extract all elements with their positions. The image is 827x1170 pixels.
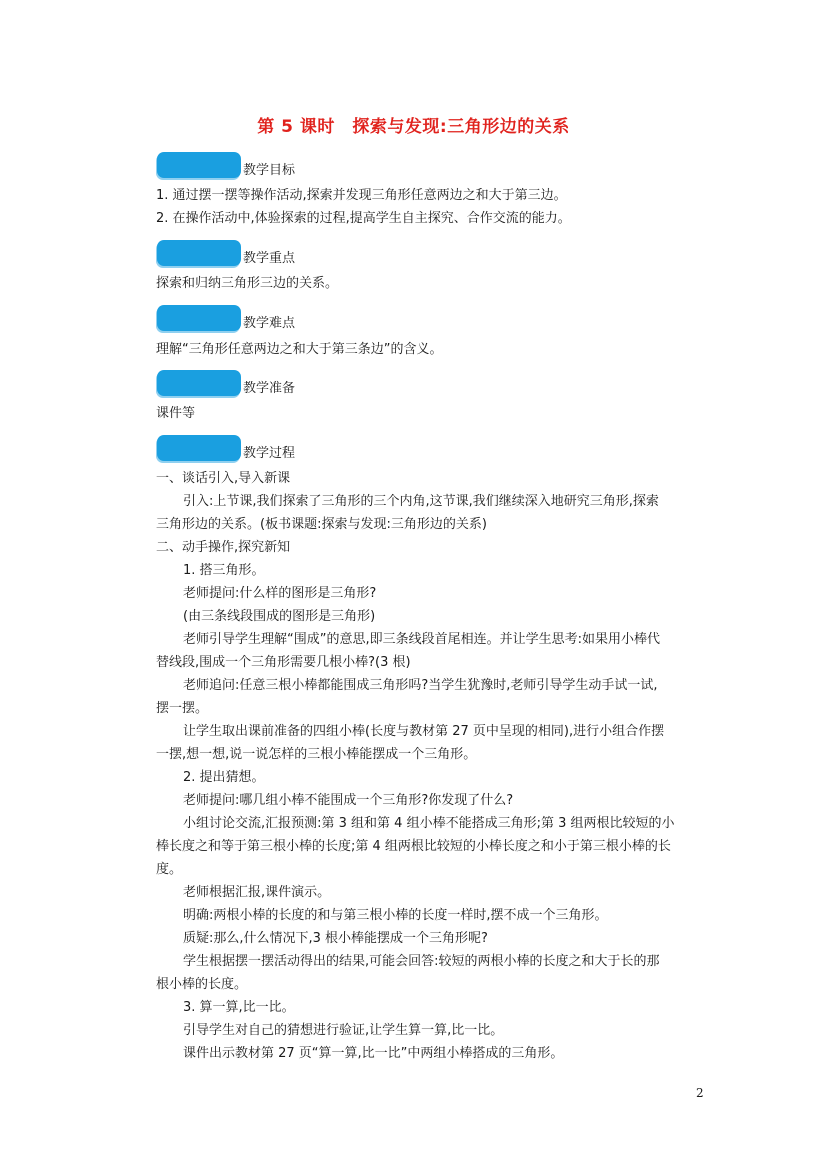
section-tab-decoration: [157, 370, 241, 396]
process-line: 引入:上节课,我们探索了三角形的三个内角,这节课,我们继续深入地研究三角形,探索: [183, 494, 659, 509]
section-tab-decoration: [157, 152, 241, 178]
process-line: 让学生取出课前准备的四组小棒(长度与教材第 27 页中呈现的相同),进行小组合作摆: [183, 724, 665, 739]
process-line: 三角形边的关系。(板书课题:探索与发现:三角形边的关系): [156, 517, 487, 532]
section-label: 教学难点: [243, 316, 296, 331]
process-line: 老师引导学生理解“围成”的意思,即三条线段首尾相连。并让学生思考:如果用小棒代: [183, 632, 660, 647]
process-line: 1. 搭三角形。: [183, 563, 265, 578]
process-line: 引导学生对自己的猜想进行验证,让学生算一算,比一比。: [183, 1023, 504, 1038]
section-label: 教学目标: [243, 163, 296, 178]
process-line: 课件出示教材第 27 页“算一算,比一比”中两组小棒搭成的三角形。: [183, 1046, 564, 1061]
process-line: 一摆,想一想,说一说怎样的三根小棒能摆成一个三角形。: [156, 747, 477, 762]
process-line: 老师提问:哪几组小棒不能围成一个三角形?你发现了什么?: [183, 793, 514, 808]
process-line: 摆一摆。: [156, 701, 209, 716]
key-line: 探索和归纳三角形三边的关系。: [156, 276, 339, 291]
process-line: 质疑:那么,什么情况下,3 根小棒能摆成一个三角形呢?: [183, 931, 488, 946]
goal-line-2: 2. 在操作活动中,体验探索的过程,提高学生自主探究、合作交流的能力。: [156, 211, 571, 226]
process-line: 老师提问:什么样的图形是三角形?: [183, 586, 377, 601]
process-line: 3. 算一算,比一比。: [183, 1000, 295, 1015]
process-line: 老师追问:任意三根小棒都能围成三角形吗?当学生犹豫时,老师引导学生动手试一试,: [183, 678, 658, 693]
prep-line: 课件等: [156, 406, 196, 421]
section-label: 教学重点: [243, 251, 296, 266]
process-line: 替线段,围成一个三角形需要几根小棒?(3 根): [156, 655, 411, 670]
goal-line-1: 1. 通过摆一摆等操作活动,探索并发现三角形任意两边之和大于第三边。: [156, 188, 567, 203]
difficulty-line: 理解“三角形任意两边之和大于第三条边”的含义。: [156, 342, 443, 357]
process-line: (由三条线段围成的图形是三角形): [183, 609, 376, 624]
section-label: 教学过程: [243, 446, 296, 461]
process-line: 明确:两根小棒的长度的和与第三根小棒的长度一样时,摆不成一个三角形。: [183, 908, 608, 923]
process-line: 二、动手操作,探究新知: [156, 540, 291, 555]
section-tab-decoration: [157, 305, 241, 331]
process-line: 2. 提出猜想。: [183, 770, 265, 785]
process-line: 根小棒的长度。: [156, 977, 248, 992]
section-label: 教学准备: [243, 381, 296, 396]
process-line: 棒长度之和等于第三根小棒的长度;第 4 组两根比较短的小棒长度之和小于第三根小棒的长: [156, 839, 671, 854]
process-line: 老师根据汇报,课件演示。: [183, 885, 331, 900]
process-line: 度。: [156, 862, 183, 877]
process-line: 一、谈话引入,导入新课: [156, 471, 291, 486]
process-line: 学生根据摆一摆活动得出的结果,可能会回答:较短的两根小棒的长度之和大于长的那: [183, 954, 660, 969]
lesson-title: 第 5 课时 探索与发现:三角形边的关系: [257, 117, 570, 137]
process-line: 小组讨论交流,汇报预测:第 3 组和第 4 组小棒不能搭成三角形;第 3 组两根比较短的小: [183, 816, 675, 831]
page-number: 2: [696, 1086, 704, 1100]
section-tab-decoration: [157, 435, 241, 461]
section-tab-decoration: [157, 240, 241, 266]
